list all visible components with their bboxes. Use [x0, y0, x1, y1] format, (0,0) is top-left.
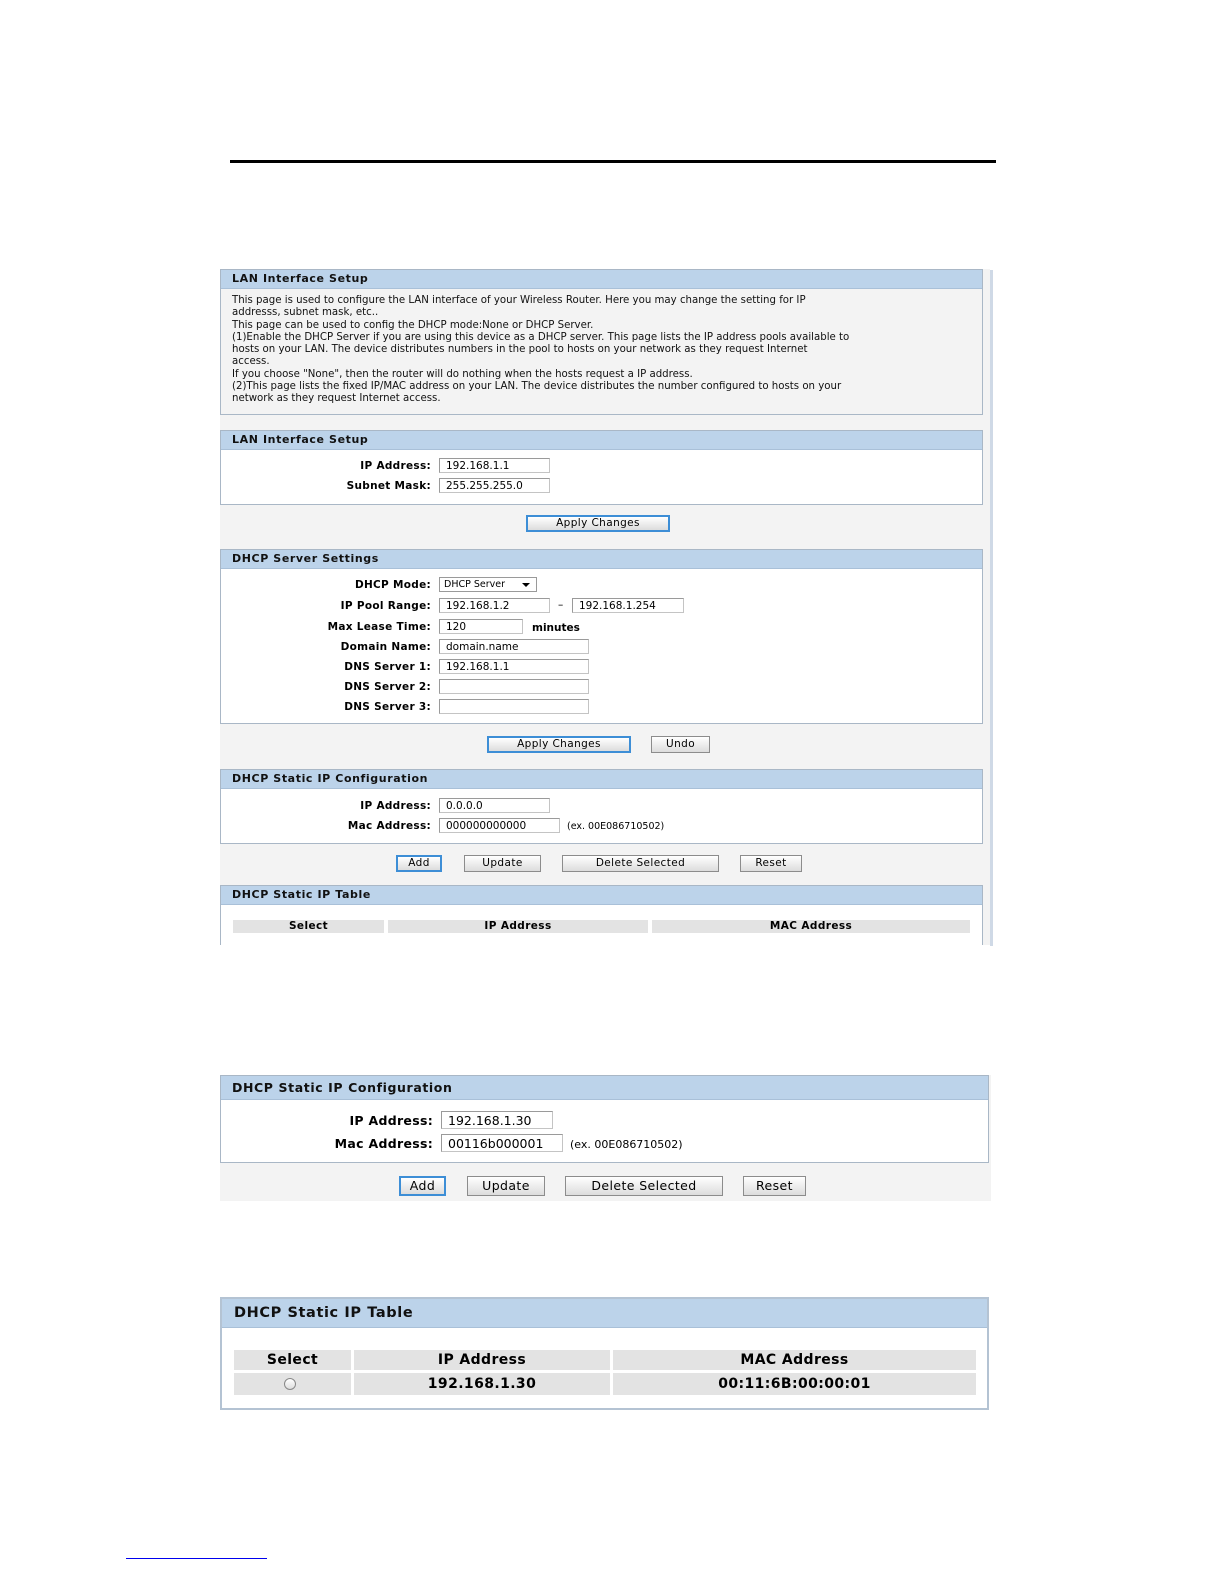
- dns-server-2-input[interactable]: [439, 679, 589, 694]
- ip-address-label: IP Address:: [360, 460, 431, 472]
- desc-line: access.: [232, 356, 270, 368]
- lan-apply-changes-button[interactable]: Apply Changes: [526, 515, 670, 532]
- static-ip-table-section: [220, 1297, 989, 1410]
- domain-name-label: Domain Name:: [340, 641, 431, 653]
- section-title: DHCP Static IP Table: [221, 886, 982, 905]
- dns-server-2-label: DNS Server 2:: [344, 681, 431, 693]
- mac-address-input[interactable]: 000000000000: [439, 818, 560, 833]
- column-header-select: Select: [234, 1350, 351, 1370]
- dhcp-mode-label: DHCP Mode:: [354, 579, 431, 591]
- dhcp-server-section: [220, 549, 983, 724]
- mac-address-input[interactable]: 00116b000001: [441, 1134, 563, 1152]
- static-ip-input[interactable]: 0.0.0.0: [439, 798, 550, 813]
- dhcp-mode-value: DHCP Server: [444, 579, 505, 590]
- section-title: LAN Interface Setup: [221, 270, 982, 289]
- subnet-mask-label: Subnet Mask:: [346, 480, 431, 492]
- add-button[interactable]: Add: [396, 855, 442, 872]
- section-title: LAN Interface Setup: [221, 431, 982, 450]
- add-button[interactable]: Add: [399, 1176, 446, 1196]
- dns-server-3-label: DNS Server 3:: [344, 701, 431, 713]
- dns-server-3-input[interactable]: [439, 699, 589, 714]
- static-ip-table-screen: [220, 1297, 991, 1410]
- delete-selected-button[interactable]: Delete Selected: [565, 1176, 723, 1196]
- section-title: DHCP Static IP Configuration: [221, 770, 982, 789]
- static-ip-input[interactable]: 192.168.1.30: [441, 1111, 553, 1129]
- desc-line: If you choose "None", then the router will do nothing when the hosts request a IP address.: [232, 368, 693, 380]
- desc-line: (1)Enable the DHCP Server if you are using this device as a DHCP server. This page lists the IP address pools available to: [232, 331, 850, 343]
- table-row-select-cell: [234, 1373, 351, 1395]
- mac-address-label: Mac Address:: [347, 820, 431, 832]
- desc-line: hosts on your LAN. The device distributes numbers in the pool to hosts on your network as they request Internet: [232, 344, 808, 356]
- static-ip-table-section: [220, 885, 983, 945]
- desc-line: This page is used to configure the LAN interface of your Wireless Router. Here you may change the setting for IP: [232, 295, 806, 306]
- lan-setup-section: [220, 430, 983, 505]
- lan-ip-input[interactable]: 192.168.1.1: [439, 458, 550, 473]
- pool-end-input[interactable]: 192.168.1.254: [572, 598, 684, 613]
- column-header-ip: IP Address: [388, 920, 648, 933]
- undo-button[interactable]: Undo: [651, 736, 710, 753]
- reset-button[interactable]: Reset: [743, 1176, 806, 1196]
- desc-line: This page can be used to config the DHCP mode:None or DHCP Server.: [232, 319, 594, 331]
- static-ip-label: IP Address:: [360, 800, 431, 812]
- column-header-mac: MAC Address: [652, 920, 970, 933]
- ip-pool-range-label: IP Pool Range:: [340, 600, 431, 612]
- desc-line: (2)This page lists the fixed IP/MAC address on your LAN. The device distributes the number configured to hosts on your: [232, 381, 842, 393]
- column-header-select: Select: [233, 920, 384, 933]
- top-divider: [230, 160, 996, 163]
- dns-server-1-label: DNS Server 1:: [344, 661, 431, 673]
- footnote-rule: [126, 1558, 267, 1559]
- static-ip-config-screen: [220, 1075, 991, 1201]
- row-select-radio[interactable]: [284, 1378, 296, 1390]
- domain-name-input[interactable]: domain.name: [439, 639, 589, 654]
- mac-format-hint: (ex. 00E086710502): [567, 821, 665, 832]
- section-title: DHCP Server Settings: [221, 550, 982, 569]
- lan-intro-description: [221, 289, 982, 406]
- chevron-down-icon: [522, 583, 530, 587]
- scrollbar-edge: [990, 270, 993, 946]
- desc-line: network as they request Internet access.: [232, 393, 441, 405]
- lease-unit: minutes: [532, 622, 580, 634]
- subnet-mask-input[interactable]: 255.255.255.0: [439, 478, 550, 493]
- section-title: DHCP Static IP Table: [222, 1299, 987, 1328]
- dhcp-apply-changes-button[interactable]: Apply Changes: [487, 736, 631, 753]
- static-ip-config-section: [220, 1075, 989, 1163]
- dhcp-mode-select[interactable]: [439, 577, 537, 592]
- pool-start-input[interactable]: 192.168.1.2: [439, 598, 550, 613]
- update-button[interactable]: Update: [464, 855, 541, 872]
- table-row-ip: 192.168.1.30: [354, 1373, 610, 1395]
- delete-selected-button[interactable]: Delete Selected: [562, 855, 719, 872]
- column-header-ip: IP Address: [354, 1350, 610, 1370]
- static-ip-config-section: [220, 769, 983, 844]
- table-row-mac: 00:11:6B:00:00:01: [613, 1373, 976, 1395]
- pool-range-separator: –: [558, 599, 564, 611]
- update-button[interactable]: Update: [467, 1176, 545, 1196]
- lan-intro-section: [220, 269, 983, 415]
- static-ip-label: IP Address:: [349, 1113, 433, 1128]
- section-title: DHCP Static IP Configuration: [221, 1076, 988, 1100]
- max-lease-input[interactable]: 120: [439, 619, 523, 634]
- mac-format-hint: (ex. 00E086710502): [570, 1138, 683, 1151]
- max-lease-label: Max Lease Time:: [327, 621, 431, 633]
- lan-setup-screen: [220, 269, 990, 945]
- mac-address-label: Mac Address:: [334, 1136, 433, 1151]
- column-header-mac: MAC Address: [613, 1350, 976, 1370]
- reset-button[interactable]: Reset: [740, 855, 802, 872]
- dns-server-1-input[interactable]: 192.168.1.1: [439, 659, 589, 674]
- desc-line: addresss, subnet mask, etc..: [232, 307, 379, 319]
